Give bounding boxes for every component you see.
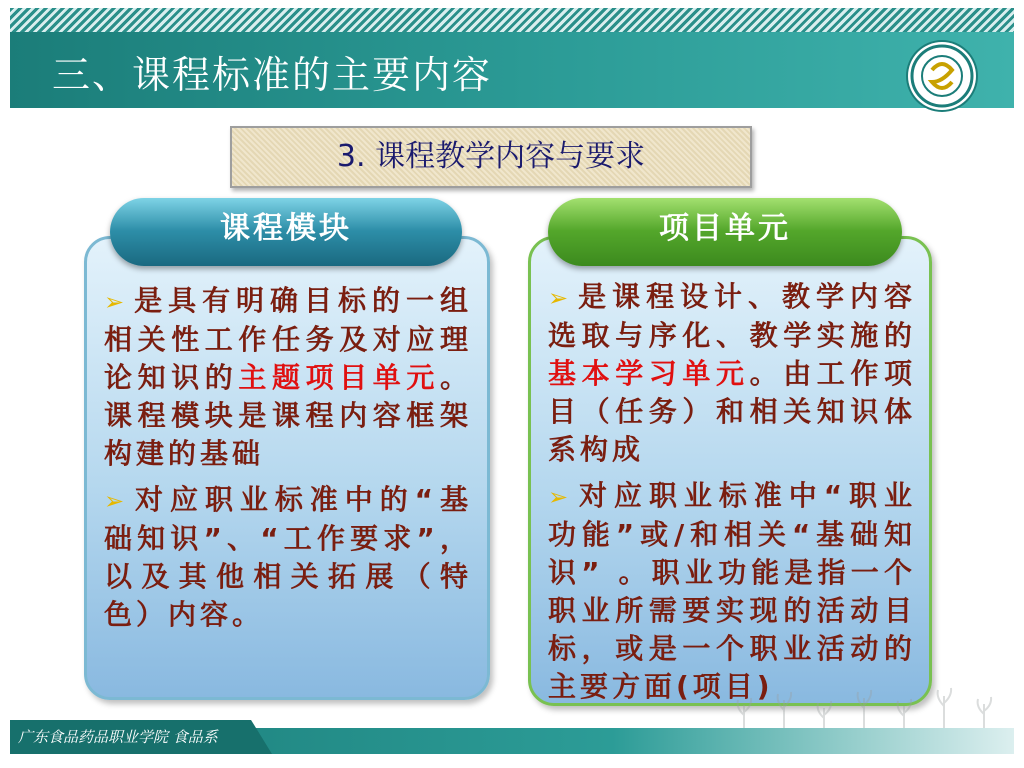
bullet-text: 对应职业标准中“职业功能”或/和相关“基础知识” 。职业功能是指一个职业所需要实现的活动目标，或是一个职业活动的主要方面(项目) <box>548 479 916 703</box>
bullet-text: 是具有明确目标的一组相关性工作任务及对应理论知识的 <box>104 284 472 394</box>
arrowhead-bullet-icon: ➢ <box>548 284 573 312</box>
bullet-text: 对应职业标准中的“基础知识”、“工作要求”，以及其他相关拓展（特色）内容。 <box>104 483 472 631</box>
bullet-highlight: 基本学习单元 <box>548 357 750 390</box>
arrowhead-bullet-icon: ➢ <box>104 288 129 316</box>
bullet-text: 。由工作项目（任务）和相关知识体系构成 <box>548 357 916 466</box>
arrowhead-bullet-icon: ➢ <box>548 483 573 511</box>
page-title: 三、课程标准的主要内容 <box>52 53 493 97</box>
course-module-pill: 课程模块 <box>110 198 462 266</box>
project-unit-text <box>548 278 916 714</box>
list-item <box>548 278 916 469</box>
section-heading: 3. 课程教学内容与要求 <box>230 126 752 188</box>
bullet-highlight: 主题项目单元 <box>238 361 440 394</box>
list-item <box>104 481 472 634</box>
project-unit-pill: 项目单元 <box>548 198 902 266</box>
college-logo-icon <box>908 42 976 110</box>
footer-text: 广东食品药品职业学院 食品系 <box>18 728 218 746</box>
list-item <box>104 282 472 473</box>
arrowhead-bullet-icon: ➢ <box>104 487 129 515</box>
bullet-text: 是课程设计、教学内容选取与序化、教学实施的 <box>548 280 916 352</box>
course-module-text <box>104 282 472 642</box>
list-item <box>548 477 916 706</box>
header-stripe <box>10 8 1014 32</box>
bullet-text: 。课程模块是课程内容框架构建的基础 <box>104 361 472 470</box>
